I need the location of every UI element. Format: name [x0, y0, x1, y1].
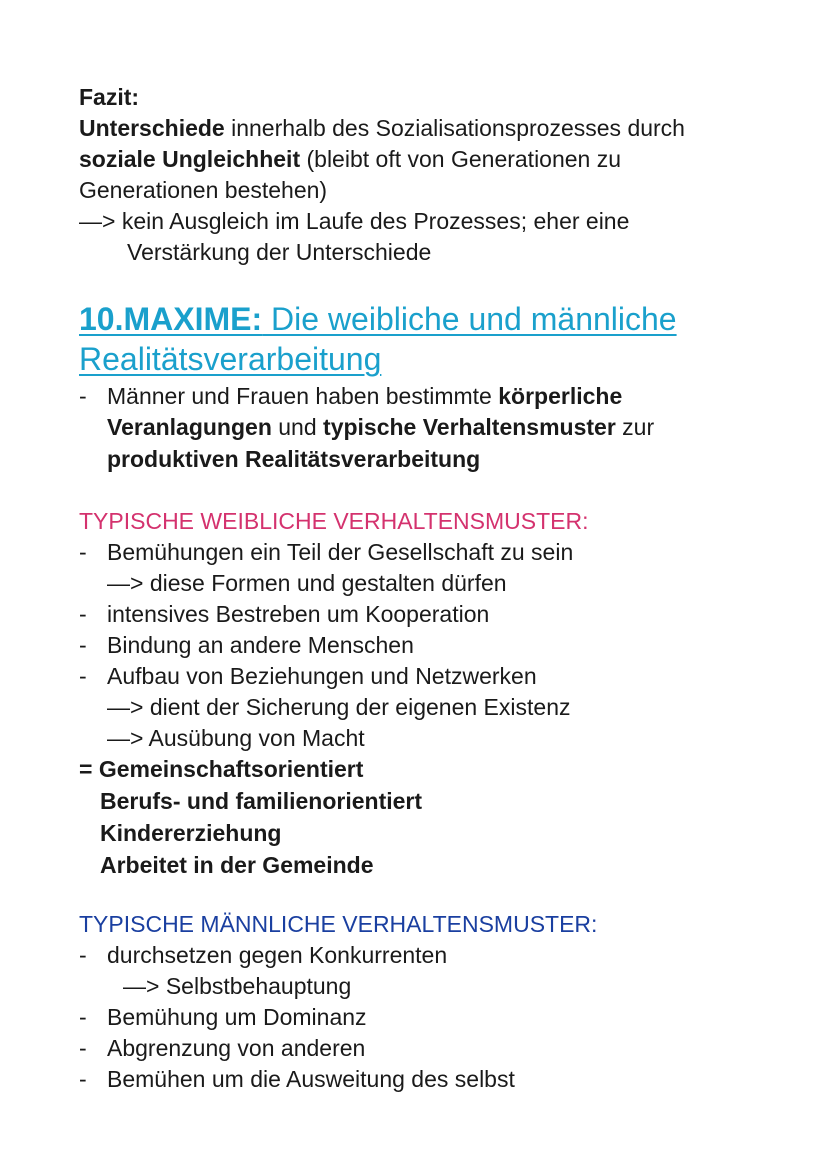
female-summary-2: Berufs- und familienorientiert — [100, 788, 423, 814]
fazit-bold-1: Unterschiede — [79, 115, 225, 141]
fazit-arrow-continuation: Verstärkung der Unterschiede — [127, 239, 432, 265]
text-span: zur — [615, 414, 655, 440]
female-sub-2: —> dient der Sicherung der eigenen Existenz — [107, 694, 571, 720]
female-item-1: Bemühungen ein Teil der Gesellschaft zu sein — [107, 539, 574, 565]
fazit-text-2: (bleibt oft von Generationen zu — [300, 146, 622, 172]
female-summary-1: = Gemeinschaftsorientiert — [79, 756, 364, 782]
maxime-bullet-line-1 — [107, 381, 622, 412]
fazit-title: Fazit: — [79, 84, 140, 110]
female-item-3: Bindung an andere Menschen — [107, 632, 414, 658]
fazit-line-1 — [79, 113, 685, 144]
male-sub-1: —> Selbstbehauptung — [123, 973, 352, 999]
maxime-bullet-line-3: produktiven Realitätsverarbeitung — [107, 446, 481, 472]
bullet-dash: - — [79, 942, 87, 968]
male-item-3: Abgrenzung von anderen — [107, 1035, 366, 1061]
bold-span: Veranlagungen — [107, 414, 272, 440]
text-span: und — [271, 414, 324, 440]
maxime-heading-line-1 — [79, 300, 677, 338]
female-item-4: Aufbau von Beziehungen und Netzwerken — [107, 663, 537, 689]
fazit-text-1: innerhalb des Sozialisationsprozesses durch — [224, 115, 685, 141]
maxime-title-1: Die weibliche und männliche — [262, 301, 677, 337]
bullet-dash: - — [79, 1004, 87, 1030]
female-heading: TYPISCHE WEIBLICHE VERHALTENSMUSTER: — [79, 508, 589, 534]
bullet-dash: - — [79, 601, 87, 627]
text-span: Männer und Frauen haben bestimmte — [107, 383, 499, 409]
bullet-dash: - — [79, 539, 87, 565]
female-item-2: intensives Bestreben um Kooperation — [107, 601, 490, 627]
female-sub-3: —> Ausübung von Macht — [107, 725, 365, 751]
female-summary-4: Arbeitet in der Gemeinde — [100, 852, 374, 878]
bold-span: körperliche — [498, 383, 623, 409]
fazit-arrow-line: —> kein Ausgleich im Laufe des Prozesses; eher eine — [79, 208, 630, 234]
female-sub-1: —> diese Formen und gestalten dürfen — [107, 570, 507, 596]
bullet-dash: - — [79, 1066, 87, 1092]
bullet-dash: - — [79, 1035, 87, 1061]
male-item-4: Bemühen um die Ausweitung des selbst — [107, 1066, 515, 1092]
bullet-dash: - — [79, 663, 87, 689]
maxime-heading-line-2: Realitätsverarbeitung — [79, 341, 382, 377]
female-summary-3: Kindererziehung — [100, 820, 282, 846]
fazit-line-2 — [79, 144, 621, 175]
male-item-1: durchsetzen gegen Konkurrenten — [107, 942, 448, 968]
male-item-2: Bemühung um Dominanz — [107, 1004, 367, 1030]
fazit-bold-2: soziale Ungleichheit — [79, 146, 301, 172]
fazit-line-3: Generationen bestehen) — [79, 177, 328, 203]
male-heading: TYPISCHE MÄNNLICHE VERHALTENSMUSTER: — [79, 911, 598, 937]
maxime-bullet-line-2 — [107, 412, 654, 443]
bullet-dash: - — [79, 383, 87, 409]
bullet-dash: - — [79, 632, 87, 658]
maxime-number: 10.MAXIME: — [79, 301, 263, 337]
bold-span: typische Verhaltensmuster — [323, 414, 616, 440]
